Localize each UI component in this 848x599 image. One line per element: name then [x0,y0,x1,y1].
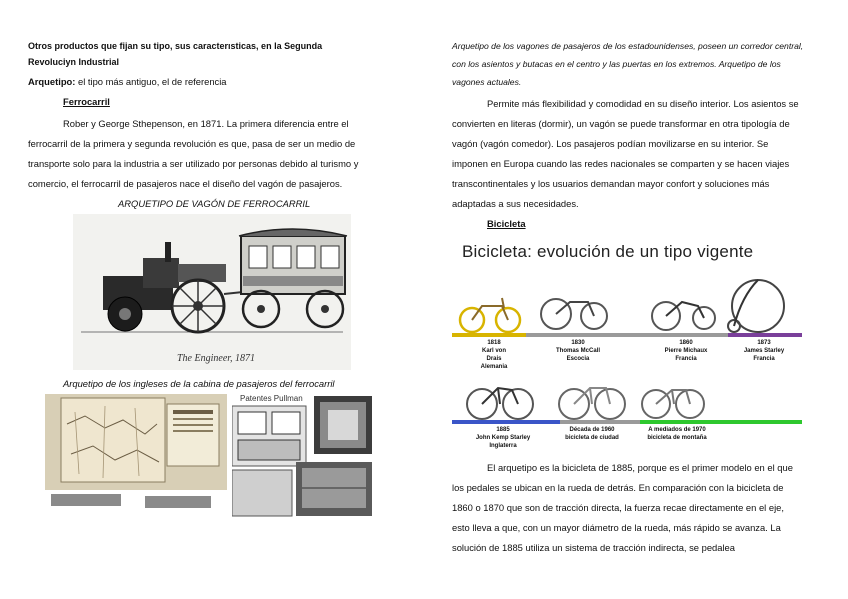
bike-name: John Kemp Starley [475,435,531,441]
section-title-ferrocarril: Ferrocarril [63,96,110,107]
bike-year: A mediados de 1970 [648,427,706,433]
bike-place: Alemania [480,364,508,370]
right-page [424,0,848,599]
pullman-patents-image [232,394,372,520]
paragraph2-line: solución de 1885 utiliza un sistema de tracción indirecta, se pedalea [452,542,735,553]
arquetipo-label: Arquetipo: [28,76,76,87]
bike-name: Pierre Michaux [664,348,708,354]
bike-year: 1830 [571,340,585,346]
intro-italic-line: Arquetipo de los vagones de pasajeros de los estadounidenses, poseen un corredor central, [452,41,804,51]
figure1-image-caption: The Engineer, 1871 [177,353,256,364]
bike-label [664,339,708,363]
bike-label [560,426,624,442]
paragraph2-line: 1860 o 1870 que son de tracción directa, la fuerza recae directamente en el eje, [452,502,784,513]
bike-name: Karl von Drais [481,348,506,362]
paragraph1-line: transcontinentales y los usuarios demandan mayor confort y soluciones más [452,178,770,189]
paragraph1-line: convierten en literas (dormir), un vagón se puede transformar en otra tipología de [452,118,790,129]
bike-place: Francia [675,356,697,362]
heading-line-2: Revoluciyn Industrial [28,57,120,67]
intro-italic-line: con los asientos y butacas en el centro y las puertas en los extremos. Arquetipo de los [452,59,781,69]
bike-year: 1860 [679,340,693,346]
bike-figure-title: Bicicleta: evolución de un tipo vigente [462,242,754,261]
arquetipo-text: el tipo más antiguo, el de referencia [75,76,227,87]
bike-place: Escocia [566,356,590,362]
bike-year: Década de 1960 [569,427,615,433]
section-title-bicicleta: Bicicleta [487,218,526,229]
bike-place: Inglaterra [489,443,517,449]
paragraph1-line: vagón (vagón comedor). Los pasajeros podían movilizarse en su interior. Se [452,138,769,149]
bike-year: 1873 [757,340,771,346]
paragraph1-line: Permite más flexibilidad y comodidad en su diseño interior. Los asientos se [487,98,799,109]
bike-name: Thomas McCall [556,348,601,354]
paragraph-line: transporte solo para la industria a ser utilizado por personas debido al turismo y [28,158,359,169]
paragraph2-line: los pedales se ubican en la rueda de detrás. En comparación con la bicicleta de [452,482,784,493]
bike-label [476,339,512,371]
bike-year: 1885 [496,427,510,433]
paragraph-line: Rober y George Sthepenson, en 1871. La primera diferencia entre el [63,118,349,129]
figure2-label: Patentes Pullman [240,394,303,403]
paragraph-line: comercio, el ferrocarril de pasajeros nace el diseño del vagón de pasajeros. [28,178,343,189]
bike-label [556,339,600,363]
bike-label [742,339,786,363]
bike-name: James Starley [743,348,785,354]
bike-name: bicicleta de ciudad [565,435,619,441]
figure1-caption: ARQUETIPO DE VAGÓN DE FERROCARRIL [118,198,311,209]
paragraph-line: ferrocarril de la primera y segunda revolución es que, pasa de ser un medio de [28,138,356,149]
paragraph1-line: imponen en Europa cuando las redes nacionales se comparten y se hacen viajes [452,158,790,169]
figure2-caption: Arquetipo de los ingleses de la cabina de pasajeros del ferrocarril [63,378,335,389]
bike-place: Francia [753,356,775,362]
bicycle-evolution-figure [452,236,802,460]
bike-year: 1818 [487,340,501,346]
bike-label [640,426,714,442]
steam-wagon-figure [73,214,351,370]
railway-map-image [45,394,227,520]
paragraph1-line: adaptadas a sus necesidades. [452,198,579,209]
bike-label [474,426,532,450]
bike-name: bicicleta de montaña [647,435,707,441]
intro-italic-line: vagones actuales. [452,77,522,87]
paragraph2-line: El arquetipo es la bicicleta de 1885, porque es el primer modelo en el que [487,462,793,473]
arquetipo-line [28,72,227,92]
paragraph2-line: esto lleva a que, con un mayor diámetro de la rueda, más rápido se avanza. La [452,522,781,533]
heading-line-1: Otros productos que fijan su tipo, sus caracterısticas, en la Segunda [28,41,323,51]
